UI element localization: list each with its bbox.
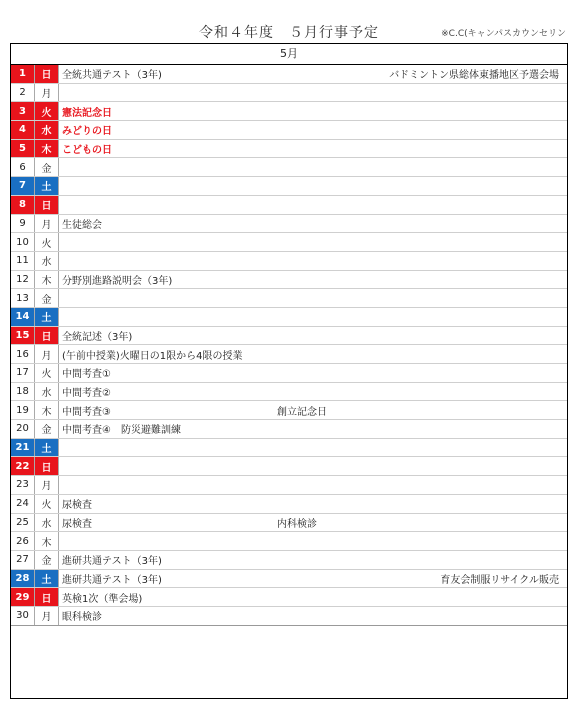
weekday: 火 bbox=[35, 102, 59, 120]
weekday: 木 bbox=[35, 140, 59, 158]
event-cell bbox=[59, 121, 567, 139]
event-cell bbox=[59, 495, 567, 513]
day-number: 14 bbox=[11, 308, 35, 326]
weekday: 火 bbox=[35, 364, 59, 382]
event-text: 眼科検診 bbox=[62, 612, 102, 624]
day-row bbox=[11, 140, 567, 159]
calendar-table bbox=[10, 43, 568, 699]
event-text: 尿検査 bbox=[62, 518, 92, 530]
weekday: 木 bbox=[35, 532, 59, 550]
day-row bbox=[11, 121, 567, 140]
day-row bbox=[11, 345, 567, 364]
day-row bbox=[11, 570, 567, 589]
day-row bbox=[11, 420, 567, 439]
weekday: 金 bbox=[35, 420, 59, 438]
day-row bbox=[11, 271, 567, 290]
day-row bbox=[11, 308, 567, 327]
event-right: 育友会制服リサイクル販売 bbox=[440, 574, 559, 586]
day-row bbox=[11, 327, 567, 346]
event-text: 全統記述（3年) bbox=[62, 331, 133, 343]
event-cell bbox=[59, 551, 567, 569]
event-secondary: 創立記念日 bbox=[277, 406, 327, 418]
event-cell bbox=[59, 439, 567, 457]
day-number: 3 bbox=[11, 102, 35, 120]
day-number: 11 bbox=[11, 252, 35, 270]
day-row bbox=[11, 401, 567, 420]
event-cell bbox=[59, 401, 567, 419]
event-cell bbox=[59, 289, 567, 307]
event-cell bbox=[59, 233, 567, 251]
weekday: 土 bbox=[35, 570, 59, 588]
event-cell bbox=[59, 196, 567, 214]
day-number: 28 bbox=[11, 570, 35, 588]
event-text: 進研共通テスト（3年) bbox=[62, 556, 162, 568]
event-text: 中間考査③ bbox=[62, 406, 111, 418]
event-cell bbox=[59, 158, 567, 176]
event-cell bbox=[59, 383, 567, 401]
weekday: 水 bbox=[35, 514, 59, 532]
event-text: 憲法記念日 bbox=[62, 107, 112, 119]
weekday: 月 bbox=[35, 84, 59, 102]
day-number: 30 bbox=[11, 607, 35, 625]
weekday: 水 bbox=[35, 121, 59, 139]
day-row bbox=[11, 84, 567, 103]
day-number: 21 bbox=[11, 439, 35, 457]
day-number: 27 bbox=[11, 551, 35, 569]
day-row bbox=[11, 607, 567, 626]
event-cell bbox=[59, 588, 567, 606]
event-cell bbox=[59, 102, 567, 120]
weekday: 金 bbox=[35, 158, 59, 176]
event-text: (午前中授業)火曜日の1限から4限の授業 bbox=[62, 350, 243, 362]
event-cell bbox=[59, 308, 567, 326]
weekday: 金 bbox=[35, 551, 59, 569]
event-cell bbox=[59, 476, 567, 494]
day-number: 29 bbox=[11, 588, 35, 606]
event-cell bbox=[59, 532, 567, 550]
day-number: 9 bbox=[11, 215, 35, 233]
weekday: 土 bbox=[35, 439, 59, 457]
weekday: 月 bbox=[35, 215, 59, 233]
event-text: 分野別進路説明会（3年) bbox=[62, 275, 173, 287]
blank-area bbox=[11, 626, 567, 723]
event-cell bbox=[59, 65, 567, 83]
day-row bbox=[11, 495, 567, 514]
weekday: 月 bbox=[35, 476, 59, 494]
day-row bbox=[11, 439, 567, 458]
event-text: 中間考査① bbox=[62, 369, 111, 381]
event-text: 尿検査 bbox=[62, 500, 92, 512]
weekday: 水 bbox=[35, 383, 59, 401]
event-text: 生徒総会 bbox=[62, 219, 102, 231]
day-row bbox=[11, 383, 567, 402]
weekday: 土 bbox=[35, 308, 59, 326]
day-row bbox=[11, 457, 567, 476]
event-cell bbox=[59, 420, 567, 438]
weekday: 日 bbox=[35, 65, 59, 83]
event-text: 英検1次（準会場) bbox=[62, 593, 143, 605]
weekday: 月 bbox=[35, 345, 59, 363]
day-row bbox=[11, 196, 567, 215]
event-cell bbox=[59, 364, 567, 382]
event-cell bbox=[59, 271, 567, 289]
day-row bbox=[11, 102, 567, 121]
day-row bbox=[11, 252, 567, 271]
event-cell bbox=[59, 570, 567, 588]
event-cell bbox=[59, 252, 567, 270]
day-rows bbox=[11, 65, 567, 626]
event-text: 中間考査② bbox=[62, 388, 111, 400]
event-cell bbox=[59, 514, 567, 532]
event-cell bbox=[59, 84, 567, 102]
event-text: こどもの日 bbox=[62, 145, 112, 157]
weekday: 火 bbox=[35, 233, 59, 251]
day-number: 18 bbox=[11, 383, 35, 401]
day-row bbox=[11, 588, 567, 607]
weekday: 火 bbox=[35, 495, 59, 513]
event-right: バドミントン県総体東播地区予選会場 bbox=[389, 70, 559, 82]
day-row bbox=[11, 65, 567, 84]
day-row bbox=[11, 532, 567, 551]
day-row bbox=[11, 551, 567, 570]
day-row bbox=[11, 233, 567, 252]
weekday: 日 bbox=[35, 588, 59, 606]
month-header: 5月 bbox=[11, 44, 567, 65]
page-title: 令和４年度 ５月行事予定 bbox=[199, 25, 379, 41]
event-text: 中間考査④ 防災避難訓練 bbox=[62, 425, 181, 437]
weekday: 日 bbox=[35, 457, 59, 475]
day-number: 20 bbox=[11, 420, 35, 438]
weekday: 日 bbox=[35, 196, 59, 214]
event-cell bbox=[59, 607, 567, 625]
day-number: 6 bbox=[11, 158, 35, 176]
day-number: 8 bbox=[11, 196, 35, 214]
event-text: みどりの日 bbox=[62, 126, 112, 138]
counselor-note: ※C.C(キャンパスカウンセリン bbox=[441, 29, 566, 39]
weekday: 日 bbox=[35, 327, 59, 345]
event-cell bbox=[59, 327, 567, 345]
day-row bbox=[11, 476, 567, 495]
day-number: 13 bbox=[11, 289, 35, 307]
day-row bbox=[11, 215, 567, 234]
weekday: 土 bbox=[35, 177, 59, 195]
day-number: 5 bbox=[11, 140, 35, 158]
event-cell bbox=[59, 215, 567, 233]
day-number: 15 bbox=[11, 327, 35, 345]
event-cell bbox=[59, 177, 567, 195]
weekday: 木 bbox=[35, 401, 59, 419]
day-number: 19 bbox=[11, 401, 35, 419]
event-cell bbox=[59, 345, 567, 363]
day-number: 22 bbox=[11, 457, 35, 475]
day-number: 16 bbox=[11, 345, 35, 363]
weekday: 月 bbox=[35, 607, 59, 625]
day-number: 4 bbox=[11, 121, 35, 139]
day-row bbox=[11, 364, 567, 383]
day-number: 26 bbox=[11, 532, 35, 550]
day-row bbox=[11, 289, 567, 308]
day-number: 1 bbox=[11, 65, 35, 83]
day-number: 17 bbox=[11, 364, 35, 382]
day-number: 12 bbox=[11, 271, 35, 289]
day-number: 24 bbox=[11, 495, 35, 513]
event-cell bbox=[59, 457, 567, 475]
day-number: 7 bbox=[11, 177, 35, 195]
day-number: 10 bbox=[11, 233, 35, 251]
weekday: 金 bbox=[35, 289, 59, 307]
event-text: 全統共通テスト（3年) bbox=[62, 70, 162, 82]
day-number: 25 bbox=[11, 514, 35, 532]
event-secondary: 内科検診 bbox=[277, 518, 317, 530]
event-cell bbox=[59, 140, 567, 158]
event-text: 進研共通テスト（3年) bbox=[62, 574, 162, 586]
weekday: 木 bbox=[35, 271, 59, 289]
day-row bbox=[11, 158, 567, 177]
day-number: 2 bbox=[11, 84, 35, 102]
day-number: 23 bbox=[11, 476, 35, 494]
day-row bbox=[11, 514, 567, 533]
weekday: 水 bbox=[35, 252, 59, 270]
day-row bbox=[11, 177, 567, 196]
